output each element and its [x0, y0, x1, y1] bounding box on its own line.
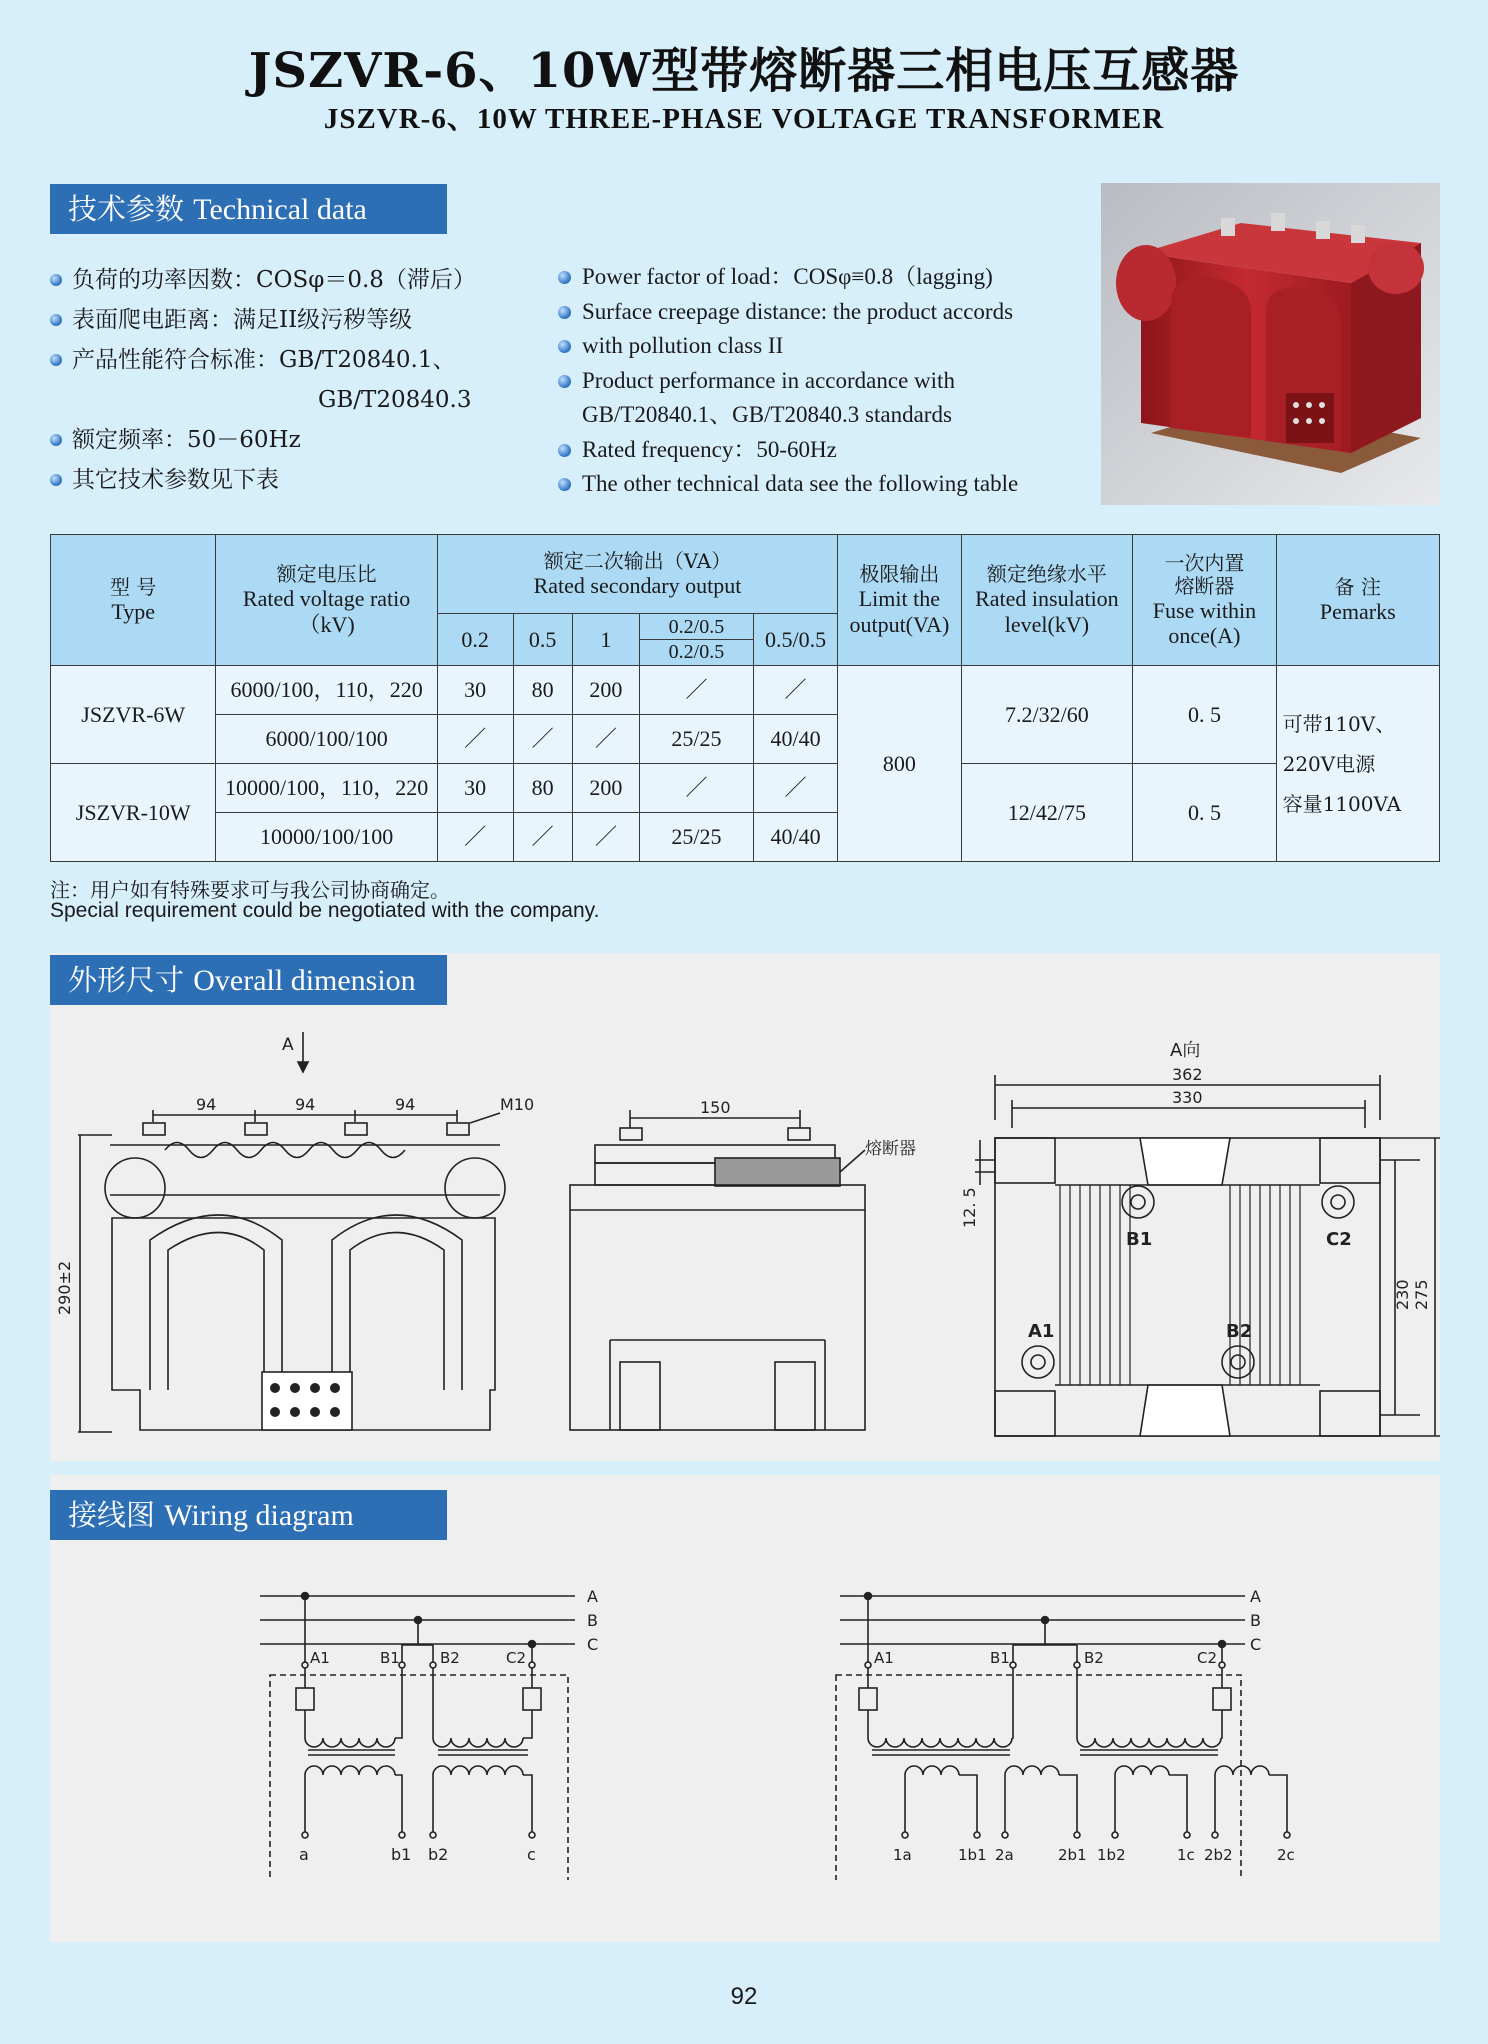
header-type-cn: 型 号 [110, 574, 157, 599]
bullet-continuation: GB/T20840.3 [318, 387, 472, 413]
header-insulation-cn: 额定绝缘水平 [986, 562, 1107, 587]
value-cell: 40/40 [753, 813, 837, 862]
phase-c-label: C [1250, 1635, 1262, 1654]
value-cell: ／ [513, 813, 572, 862]
c2-label: C2 [1326, 1229, 1352, 1250]
wiring-heading [50, 1490, 447, 1540]
phase-a-label: A [1250, 1587, 1261, 1606]
phase-c-label: C [587, 1635, 599, 1654]
bullet-continuation: GB/T20840.1、GB/T20840.3 standards [582, 402, 952, 427]
value-cell: ／ [437, 813, 513, 862]
secondary-1b1: 1b1 [958, 1846, 987, 1864]
header-fuse-cn: 一次内置 [1164, 550, 1245, 575]
dimension-drawing [50, 1010, 1440, 1460]
ratio-cell: 6000/100，110，220 [216, 666, 437, 715]
height-dim-label: 290±2 [55, 1260, 74, 1315]
bullet-item: with pollution class II [558, 329, 1018, 364]
header-ratio-cn: 额定电压比 [276, 562, 377, 587]
value-cell: 30 [437, 666, 513, 715]
secondary-2b1: 2b1 [1058, 1846, 1087, 1864]
dim-94-b: 94 [295, 1095, 316, 1114]
header-secondary-cn: 额定二次输出（VA） [543, 548, 732, 573]
bullet-item: The other technical data see the following table [558, 467, 1018, 502]
phase-a-label: A [587, 1587, 598, 1606]
secondary-1c: 1c [1177, 1846, 1195, 1864]
header-limit-en: output(VA) [849, 611, 950, 637]
value-cell: 25/25 [640, 715, 754, 764]
primary-a1: A1 [874, 1649, 894, 1667]
header-insulation-en: Rated insulation [975, 586, 1119, 612]
dim-362-label: 362 [1172, 1065, 1203, 1084]
dim-330-label: 330 [1172, 1088, 1203, 1107]
subheader-cell: 0.2 [437, 614, 513, 666]
header-secondary [437, 535, 837, 614]
product-photo [1101, 183, 1440, 505]
secondary-2a: 2a [995, 1846, 1014, 1864]
header-secondary-en: Rated secondary output [533, 572, 742, 598]
b1-label: B1 [1126, 1229, 1153, 1250]
ratio-cell: 10000/100，110，220 [216, 764, 437, 813]
technical-bullets-cn [50, 260, 476, 500]
header-remarks-cn: 备 注 [1334, 574, 1381, 599]
technical-heading-cn: 技术参数 [68, 192, 185, 226]
secondary-1a: 1a [893, 1846, 912, 1864]
front-view [55, 1032, 534, 1432]
a-view-label: A向 [1170, 1040, 1201, 1061]
header-insulation [961, 535, 1133, 666]
bullet-item: 额定频率：50－60Hz [50, 420, 476, 460]
dim-94-c: 94 [395, 1095, 416, 1114]
bullet-item: Rated frequency：50-60Hz [558, 433, 1018, 468]
secondary-b1: b1 [391, 1845, 412, 1864]
subheader-cell: 1 [572, 614, 639, 666]
value-cell: ／ [572, 715, 639, 764]
secondary-a: a [299, 1845, 309, 1864]
primary-b2: B2 [440, 1649, 460, 1667]
wiring-heading-cn: 接线图 [68, 1498, 156, 1532]
page-title-cn: JSZVR-6、10W型带熔断器三相电压互感器 [248, 43, 1240, 99]
remarks-cell [1276, 666, 1439, 862]
view-a-label: A [282, 1035, 294, 1055]
bullet-item: 表面爬电距离：满足II级污秽等级 [50, 300, 476, 340]
ratio-cell: 10000/100/100 [216, 813, 437, 862]
remark-line: 容量1100VA [1282, 791, 1402, 816]
header-fuse-en: Fuse within [1152, 597, 1257, 623]
value-cell: ／ [437, 715, 513, 764]
wiring-heading-en: Wiring diagram [164, 1499, 354, 1532]
value-cell: 80 [513, 666, 572, 715]
subheader-split-bottom: 0.2/0.5 [668, 641, 725, 663]
page-title-en: JSZVR-6、10W THREE-PHASE VOLTAGE TRANSFORMER [323, 103, 1165, 135]
note-en: Special requirement could be negotiated with the company. [50, 899, 600, 922]
wiring-drawing [50, 1580, 1440, 1880]
bullet-item: 其它技术参数见下表 [50, 460, 476, 500]
insulation-cell: 12/42/75 [961, 764, 1133, 862]
header-ratio-en: Rated voltage ratio（kV) [242, 586, 411, 637]
dimension-heading [50, 955, 447, 1005]
a1-label: A1 [1028, 1321, 1055, 1342]
value-cell: ／ [753, 764, 837, 813]
remark-line: 220V电源 [1282, 751, 1376, 776]
bullet-item: 负荷的功率因数：COSφ＝0.8（滞后） [50, 260, 476, 300]
wiring-right [836, 1587, 1295, 1880]
value-cell: 25/25 [640, 813, 754, 862]
header-fuse-en: once(A) [1168, 623, 1241, 648]
subheader-split-top: 0.2/0.5 [640, 615, 753, 640]
note-cn: 注：用户如有特殊要求可与我公司协商确定。 [50, 878, 450, 902]
bullet-item: Surface creepage distance: the product accords [558, 295, 1018, 330]
technical-data-heading [50, 184, 447, 234]
fuse-cell: 0. 5 [1133, 666, 1276, 764]
technical-heading-en: Technical data [193, 193, 367, 226]
wiring-left [260, 1587, 598, 1880]
value-cell: ／ [753, 666, 837, 715]
value-cell: ／ [572, 813, 639, 862]
subheader-cell: 0.5 [513, 614, 572, 666]
secondary-1b2: 1b2 [1097, 1846, 1126, 1864]
primary-a1: A1 [310, 1649, 330, 1667]
remark-line: 可带110V、 [1282, 711, 1396, 736]
technical-bullets-en [558, 260, 1018, 502]
header-insulation-en: level(kV) [1004, 611, 1090, 637]
dimension-heading-en: Overall dimension [193, 964, 416, 997]
value-cell: ／ [640, 764, 754, 813]
header-remarks [1276, 535, 1439, 666]
fuse-label: 熔断器 [865, 1139, 916, 1159]
value-cell: 80 [513, 764, 572, 813]
secondary-b2: b2 [428, 1845, 449, 1864]
bullet-item: Product performance in accordance with [558, 364, 1018, 399]
value-cell: 40/40 [753, 715, 837, 764]
header-fuse-cn: 熔断器 [1174, 573, 1235, 598]
insulation-cell: 7.2/32/60 [961, 666, 1133, 764]
dim-94-a: 94 [196, 1095, 217, 1114]
value-cell: 200 [572, 666, 639, 715]
value-cell: ／ [513, 715, 572, 764]
dim-230-label: 230 [1393, 1279, 1412, 1310]
primary-b1: B1 [380, 1649, 400, 1667]
header-fuse [1133, 535, 1276, 666]
primary-c2: C2 [506, 1649, 527, 1667]
bullet-item: Power factor of load：COSφ≡0.8（lagging) [558, 260, 1018, 295]
fuse-cell: 0. 5 [1133, 764, 1276, 862]
secondary-2b2: 2b2 [1204, 1846, 1233, 1864]
spec-table [50, 534, 1440, 862]
header-ratio [216, 535, 437, 666]
type-cell: JSZVR-6W [51, 666, 216, 764]
ratio-cell: 6000/100/100 [216, 715, 437, 764]
dim-125-label: 12. 5 [960, 1187, 979, 1228]
subheader-cell: 0.5/0.5 [753, 614, 837, 666]
dimension-heading-cn: 外形尺寸 [68, 963, 185, 997]
dim-150-label: 150 [700, 1098, 731, 1117]
dim-275-label: 275 [1412, 1279, 1431, 1310]
header-limit-en: Limit the [858, 586, 940, 612]
header-type-en: Type [111, 598, 156, 624]
header-type [51, 535, 216, 666]
type-cell: JSZVR-10W [51, 764, 216, 862]
phase-b-label: B [587, 1611, 598, 1630]
value-cell: 30 [437, 764, 513, 813]
phase-b-label: B [1250, 1611, 1261, 1630]
value-cell: 200 [572, 764, 639, 813]
secondary-c: c [527, 1845, 536, 1864]
header-limit-cn: 极限输出 [859, 562, 940, 587]
value-cell: ／ [640, 666, 754, 715]
primary-b2: B2 [1084, 1649, 1104, 1667]
primary-c2: C2 [1197, 1649, 1218, 1667]
header-limit [838, 535, 961, 666]
primary-b1: B1 [990, 1649, 1010, 1667]
a-direction-view [960, 1040, 1440, 1436]
b2-label: B2 [1226, 1321, 1253, 1342]
secondary-2c: 2c [1277, 1846, 1295, 1864]
bullet-item: 产品性能符合标准：GB/T20840.1、 [50, 340, 476, 380]
side-view [570, 1098, 916, 1430]
header-remarks-en: Pemarks [1319, 598, 1396, 624]
m10-label: M10 [500, 1095, 535, 1114]
page-number: 92 [730, 1983, 758, 2010]
limit-output-cell: 800 [838, 666, 961, 862]
subheader-cell-split [640, 614, 754, 666]
